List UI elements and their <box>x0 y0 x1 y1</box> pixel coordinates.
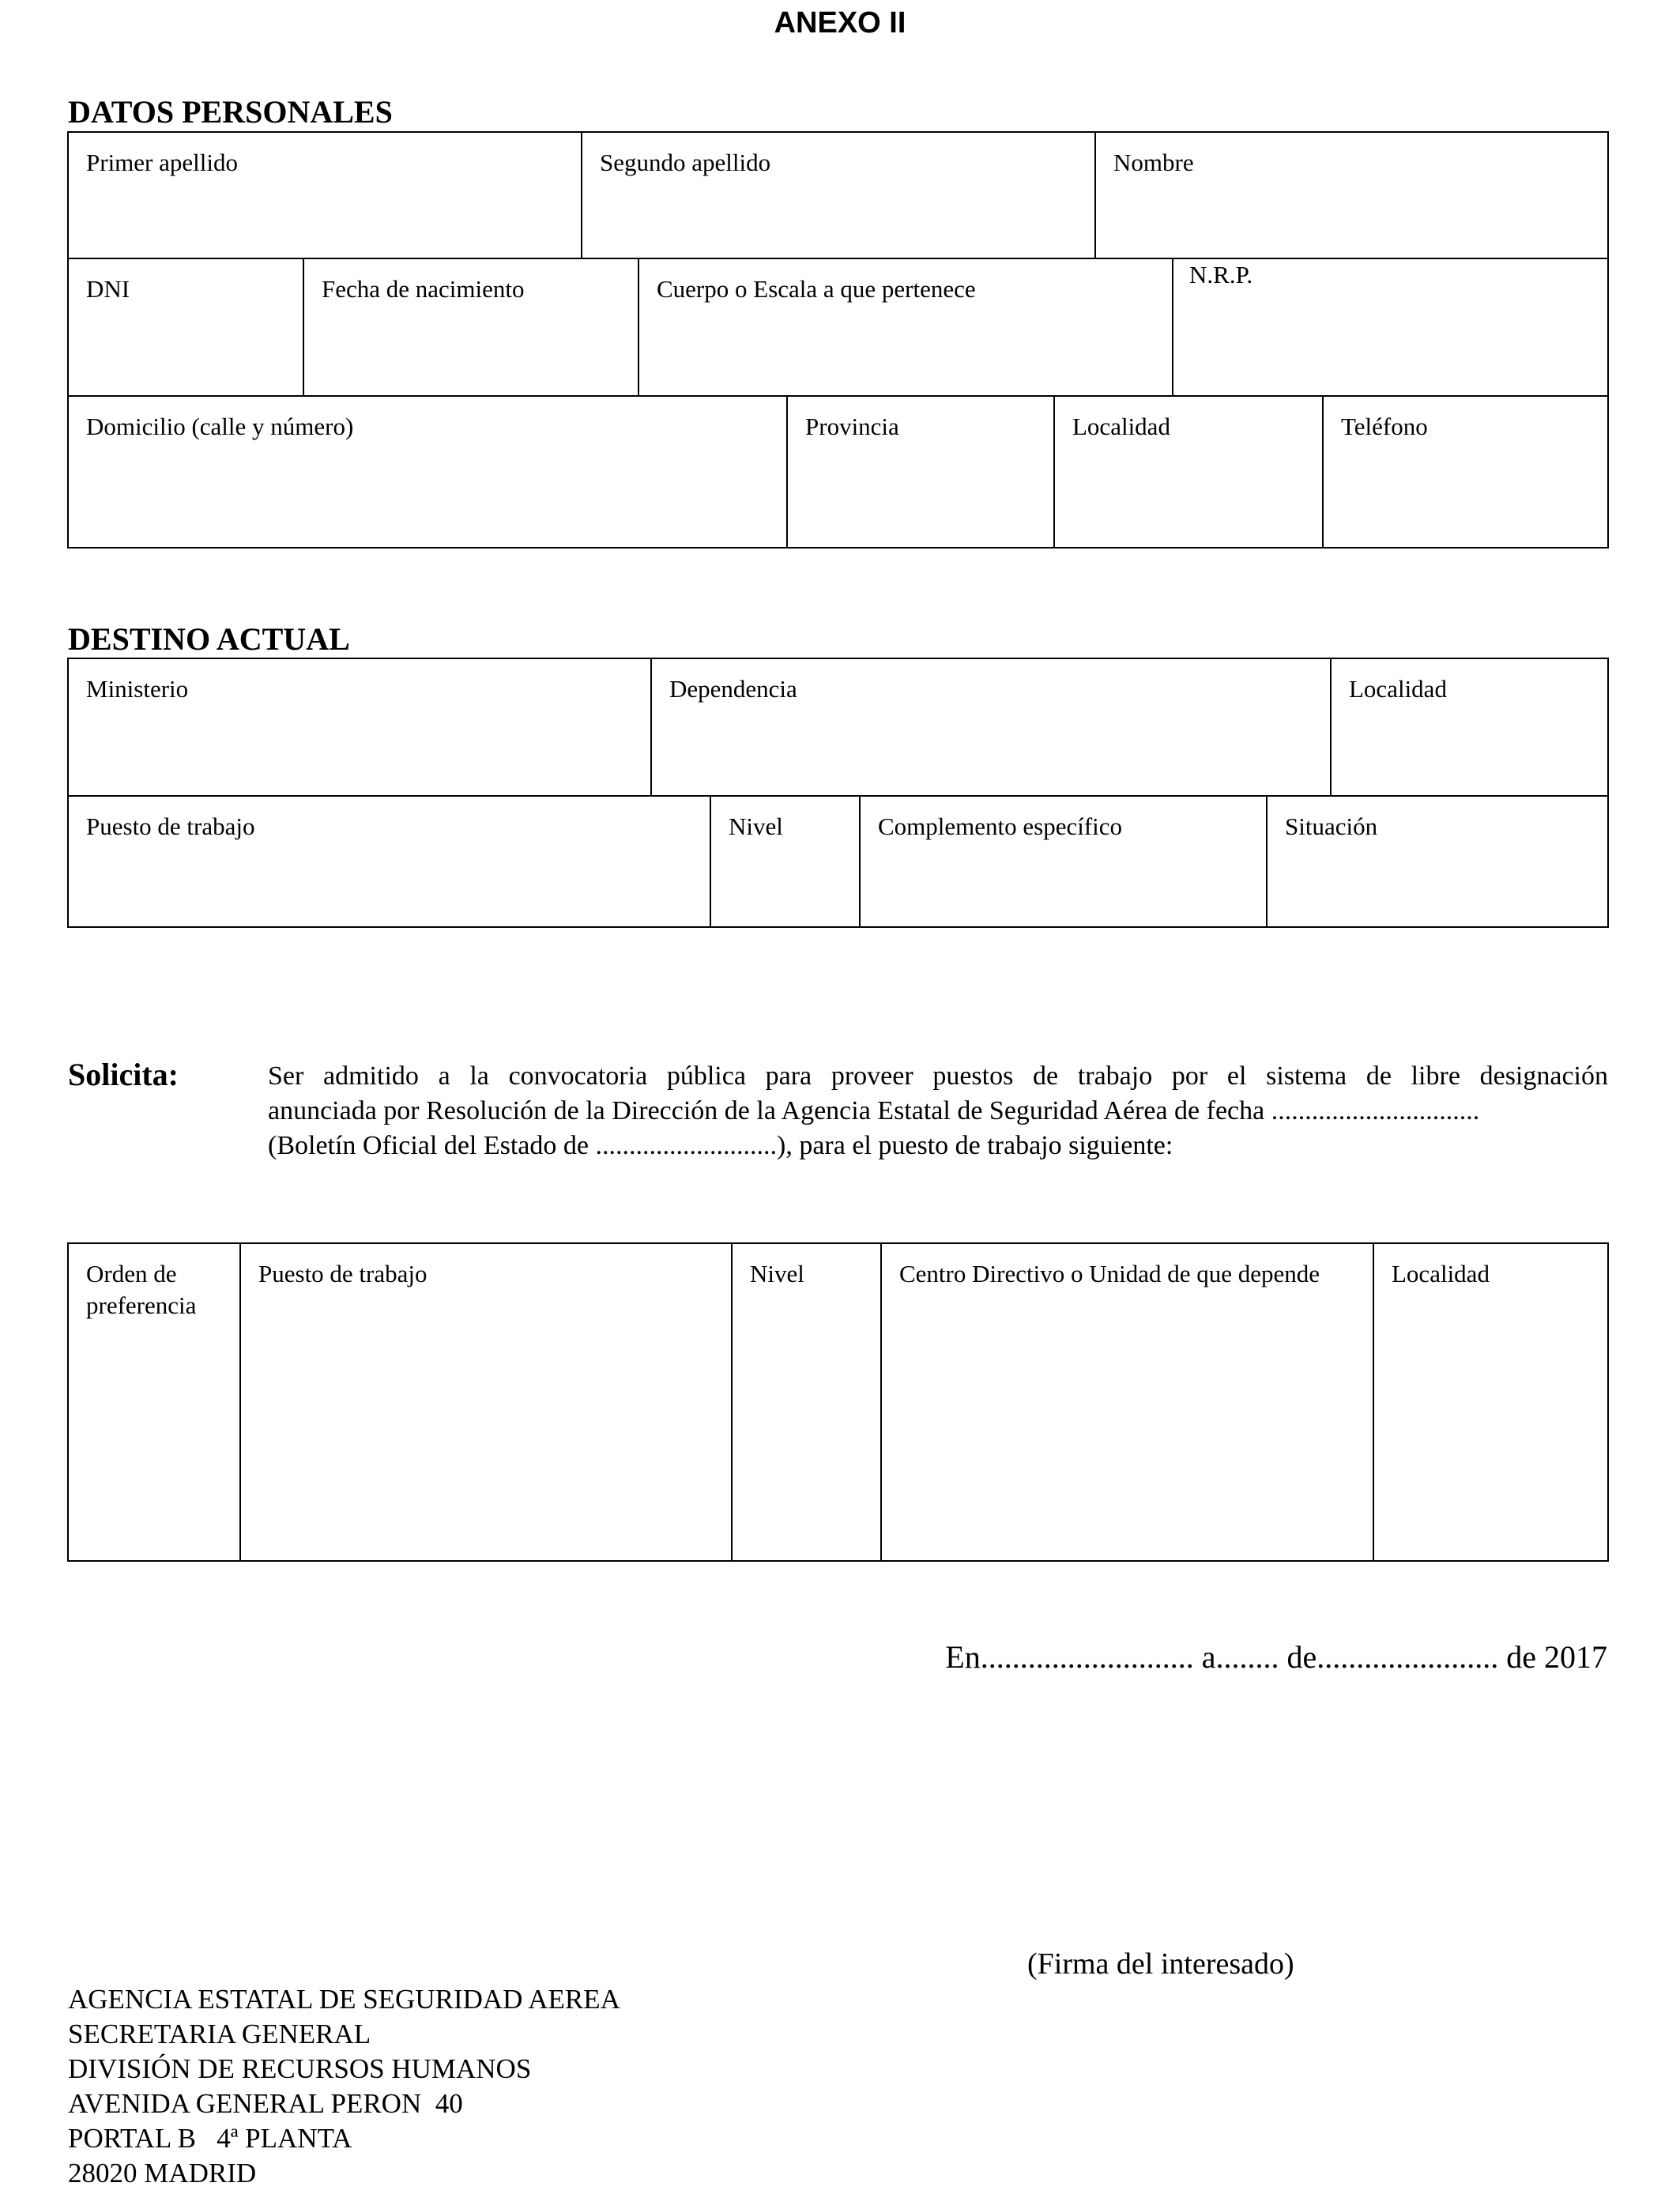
orden-preferencia-label-1: Orden de <box>86 1260 177 1287</box>
nivel-column[interactable] <box>731 1242 882 1562</box>
ministerio-field[interactable] <box>67 658 652 797</box>
nivel-label: Nivel <box>750 1260 804 1287</box>
address-block <box>68 1982 620 2191</box>
puesto-trabajo-label: Puesto de trabajo <box>258 1260 428 1287</box>
address-line-3: DIVISIÓN DE RECURSOS HUMANOS <box>68 2053 532 2084</box>
provincia-label: Provincia <box>805 413 899 440</box>
orden-preferencia-column[interactable] <box>67 1242 241 1562</box>
page-title: ANEXO II <box>774 6 906 40</box>
nombre-field[interactable] <box>1094 131 1609 259</box>
destino-localidad-label: Localidad <box>1349 675 1447 703</box>
centro-directivo-column[interactable] <box>880 1242 1374 1562</box>
domicilio-label: Domicilio (calle y número) <box>86 413 354 440</box>
localidad-field[interactable] <box>1053 395 1324 548</box>
complemento-especifico-field[interactable] <box>859 795 1268 928</box>
solicita-label: Solicita: <box>68 1057 179 1092</box>
nrp-label: N.R.P. <box>1189 261 1253 288</box>
address-line-2: SECRETARIA GENERAL <box>68 2019 371 2049</box>
address-line-4: AVENIDA GENERAL PERON 40 <box>68 2088 463 2119</box>
dni-label: DNI <box>86 275 130 303</box>
puesto-trabajo-column[interactable] <box>239 1242 733 1562</box>
telefono-field[interactable] <box>1322 395 1609 548</box>
nivel-actual-field[interactable] <box>710 795 861 928</box>
dependencia-field[interactable] <box>650 658 1332 797</box>
puesto-actual-label: Puesto de trabajo <box>86 812 255 840</box>
address-line-6: 28020 MADRID <box>68 2158 257 2188</box>
fecha-nacimiento-field[interactable] <box>303 258 639 397</box>
firma-label: (Firma del interesado) <box>1027 1947 1294 1981</box>
dependencia-label: Dependencia <box>669 675 797 703</box>
puesto-actual-field[interactable] <box>67 795 711 928</box>
domicilio-field[interactable] <box>67 395 788 548</box>
datos-personales-heading: DATOS PERSONALES <box>68 94 393 130</box>
solicita-line-2: anunciada por Resolución de la Dirección de la Agencia Estatal de Seguridad Aérea de fecha ............................... <box>268 1096 1480 1125</box>
destino-localidad-field[interactable] <box>1330 658 1609 797</box>
solicita-text <box>268 1059 1608 1163</box>
situacion-label: Situación <box>1285 812 1378 840</box>
segundo-apellido-label: Segundo apellido <box>600 149 771 176</box>
solicita-line-3: (Boletín Oficial del Estado de ...........................), para el puesto de trabajo siguiente: <box>268 1131 1173 1160</box>
fecha-line: En........................... a........ de....................... de 2017 <box>945 1639 1607 1675</box>
complemento-especifico-label: Complemento específico <box>878 812 1123 840</box>
segundo-apellido-field[interactable] <box>581 131 1096 259</box>
telefono-label: Teléfono <box>1341 413 1428 440</box>
centro-directivo-label: Centro Directivo o Unidad de que depende <box>899 1260 1320 1287</box>
provincia-field[interactable] <box>786 395 1055 548</box>
situacion-field[interactable] <box>1266 795 1609 928</box>
cuerpo-escala-label: Cuerpo o Escala a que pertenece <box>657 275 976 303</box>
nivel-actual-label: Nivel <box>729 812 783 840</box>
nrp-field[interactable] <box>1172 258 1609 397</box>
puestos-localidad-label: Localidad <box>1392 1260 1490 1287</box>
localidad-label: Localidad <box>1072 413 1170 440</box>
address-line-1: AGENCIA ESTATAL DE SEGURIDAD AEREA <box>68 1984 620 2015</box>
solicita-line-1: Ser admitido a la convocatoria pública para proveer puestos de trabajo por el sistema de libre designación <box>268 1061 1608 1091</box>
puestos-localidad-column[interactable] <box>1373 1242 1609 1562</box>
primer-apellido-label: Primer apellido <box>86 149 238 176</box>
orden-preferencia-label-2: preferencia <box>86 1291 197 1319</box>
destino-actual-heading: DESTINO ACTUAL <box>68 621 350 657</box>
nombre-label: Nombre <box>1113 149 1194 176</box>
cuerpo-escala-field[interactable] <box>638 258 1173 397</box>
dni-field[interactable] <box>67 258 304 397</box>
primer-apellido-field[interactable] <box>67 131 582 259</box>
address-line-5: PORTAL B 4ª PLANTA <box>68 2123 352 2154</box>
ministerio-label: Ministerio <box>86 675 189 703</box>
fecha-nacimiento-label: Fecha de nacimiento <box>322 275 525 303</box>
